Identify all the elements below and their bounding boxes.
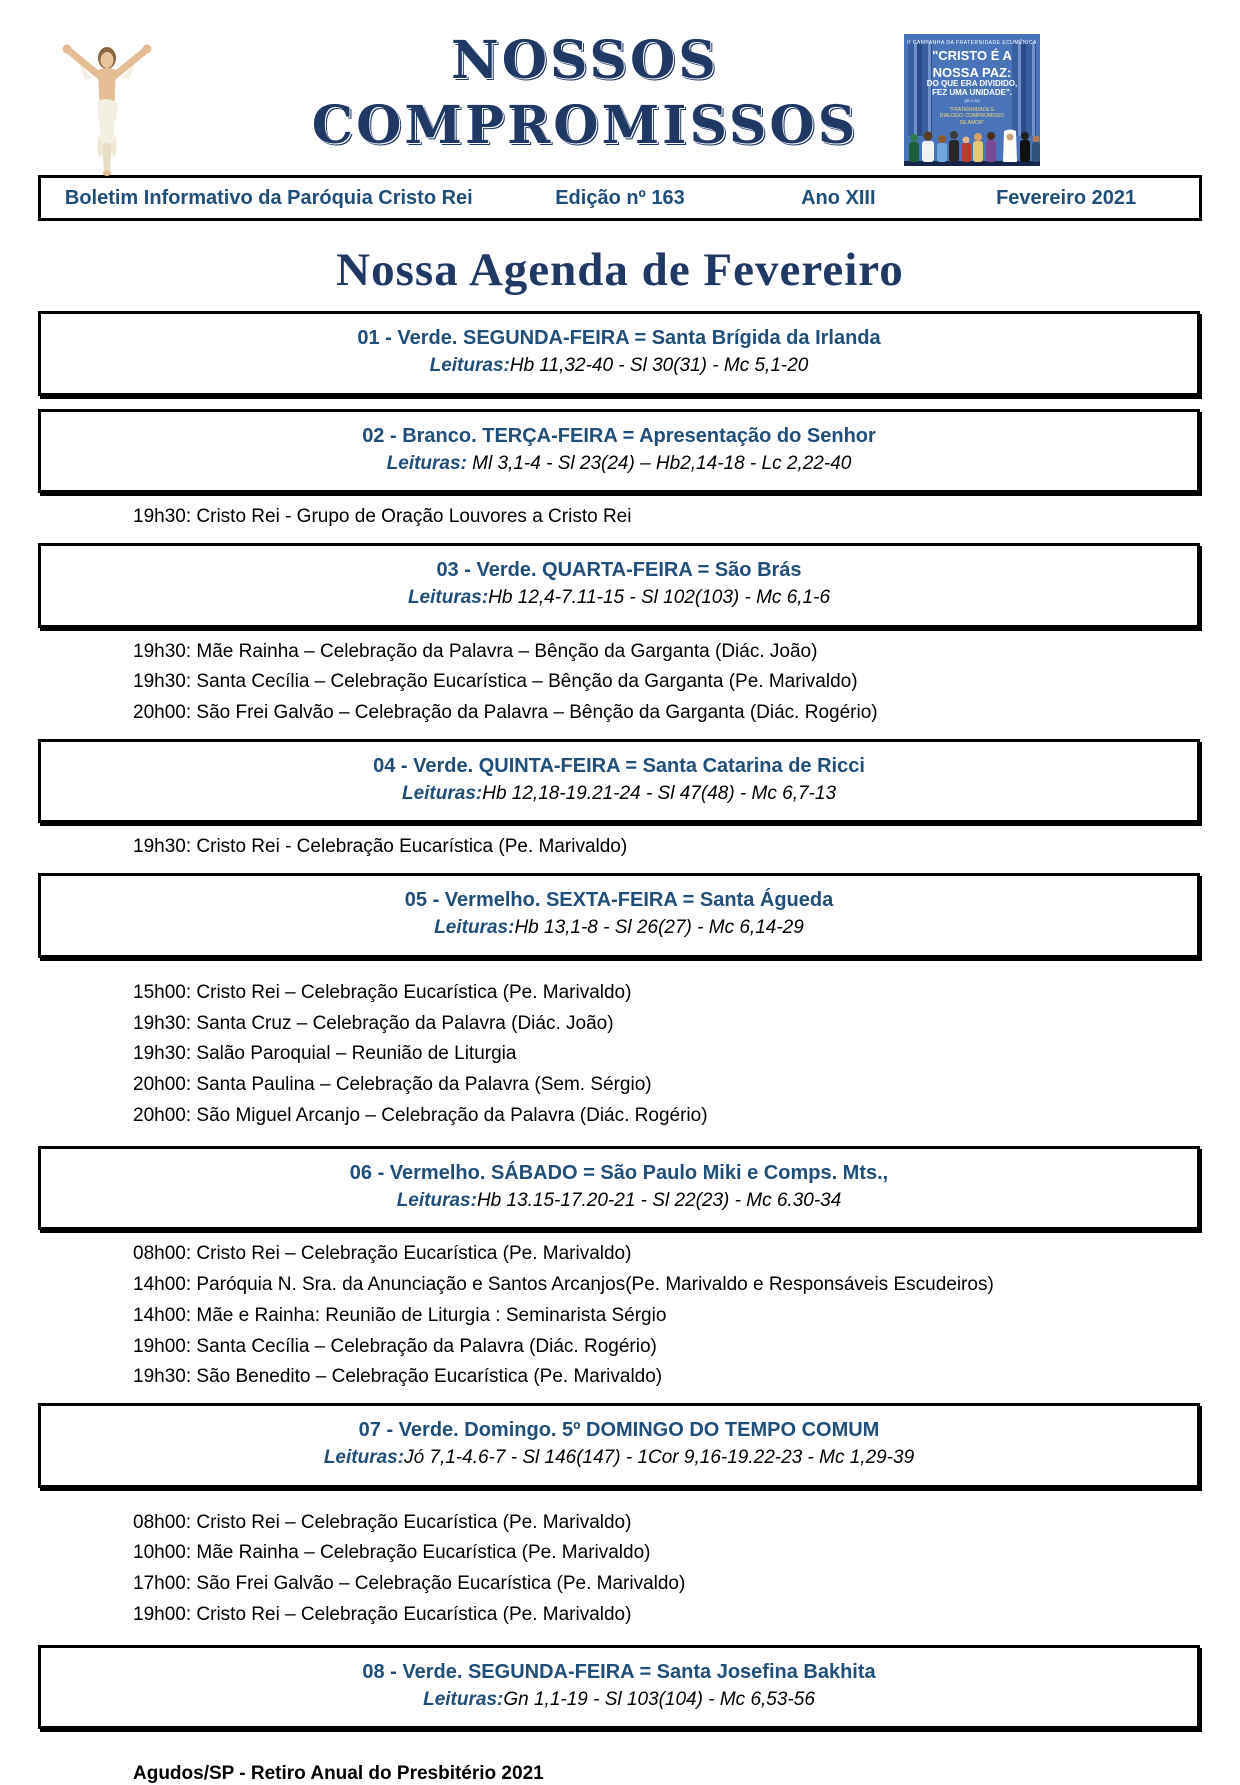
event-line: 14h00: Paróquia N. Sra. da Anunciação e Santos Arcanjos(Pe. Marivaldo e Responsáveis Escudeiros) xyxy=(133,1273,994,1295)
event-line: 19h30: Salão Paroquial – Reunião de Liturgia xyxy=(133,1043,517,1065)
readings-label: Leituras: xyxy=(396,1189,477,1211)
day-title: 07 - Verde. Domingo. 5º DOMINGO DO TEMPO COMUM xyxy=(358,1419,880,1442)
event-list-day-04 xyxy=(0,832,1240,863)
event-list-day-07 xyxy=(0,1508,1240,1631)
page-title: Nossa Agenda de Fevereiro xyxy=(336,244,904,296)
day-box-01 xyxy=(38,311,1200,396)
event-list-day-06 xyxy=(0,1239,1240,1393)
header xyxy=(0,0,1240,175)
readings-text: Gn 1,1-19 - Sl 103(104) - Mc 6,53-56 xyxy=(503,1688,815,1710)
event-line: 20h00: São Miguel Arcanjo – Celebração da Palavra (Diác. Rogério) xyxy=(133,1104,708,1126)
event-line: 14h00: Mãe e Rainha: Reunião de Liturgia : Seminarista Sérgio xyxy=(133,1304,667,1326)
day-title: 06 - Vermelho. SÁBADO = São Paulo Miki e Comps. Mts., xyxy=(349,1161,889,1184)
event-line: 08h00: Cristo Rei – Celebração Eucarística (Pe. Marivaldo) xyxy=(133,1243,632,1265)
campaign-poster-image xyxy=(904,34,1040,166)
bulletin-info-bar xyxy=(38,175,1202,221)
readings-text: Ml 3,1-4 - Sl 23(24) – Hb2,14-18 - Lc 2,22-40 xyxy=(466,452,852,474)
readings-label: Leituras: xyxy=(429,355,510,376)
event-line: 08h00: Cristo Rei – Celebração Eucarística (Pe. Marivaldo) xyxy=(133,1511,632,1533)
bulletin-edition: Edição nº 163 xyxy=(555,186,685,209)
day-readings xyxy=(47,781,1191,808)
masthead-line2: COMPROMISSOS xyxy=(311,95,859,156)
day-title: 05 - Vermelho. SEXTA-FEIRA = Santa Águeda xyxy=(404,889,834,912)
poster-people-illustration xyxy=(904,128,1040,162)
poster-quote-2: NOSSA PAZ: xyxy=(932,64,1012,80)
bulletin-year: Ano XIII xyxy=(801,186,876,209)
day-readings xyxy=(47,915,1191,942)
event-line: 17h00: São Frei Galvão – Celebração Eucarística (Pe. Marivaldo) xyxy=(133,1573,686,1595)
readings-label: Leituras: xyxy=(401,782,483,804)
event-line: 19h00: Santa Cecília – Celebração da Palavra (Diác. Rogério) xyxy=(133,1335,657,1357)
event-line: 19h00: Cristo Rei – Celebração Eucarística (Pe. Marivaldo) xyxy=(133,1603,632,1625)
masthead-title xyxy=(170,28,1000,158)
poster-campaign-line: II CAMPANHA DA FRATERNIDADE ECUMÊNICA xyxy=(907,40,1037,46)
event-line: 19h30: Mãe Rainha – Celebração da Palavra – Bênção da Garganta (Diác. João) xyxy=(133,640,818,662)
event-line: 19h30: Cristo Rei - Celebração Eucarística (Pe. Marivaldo) xyxy=(133,836,628,858)
bulletin-month: Fevereiro 2021 xyxy=(996,186,1137,209)
day-title: 01 - Verde. SEGUNDA-FEIRA = Santa Brígida da Irlanda xyxy=(357,327,881,349)
day-readings xyxy=(47,1687,1191,1714)
day-readings xyxy=(47,1445,1191,1472)
day-title: 02 - Branco. TERÇA-FEIRA = Apresentação do Senhor xyxy=(362,424,876,447)
event-line: 19h30: Santa Cecília – Celebração Eucarística – Bênção da Garganta (Pe. Marivaldo) xyxy=(133,671,858,693)
readings-text: Jó 7,1-4.6-7 - Sl 146(147) - 1Cor 9,16-19.22-23 - Mc 1,29-39 xyxy=(404,1447,915,1469)
poster-quote-3: DO QUE ERA DIVIDIDO, xyxy=(926,79,1018,89)
event-line: 20h00: São Frei Galvão – Celebração da Palavra – Bênção da Garganta (Diác. Rogério) xyxy=(133,702,878,724)
day-box-02 xyxy=(38,409,1200,494)
day-box-03 xyxy=(38,543,1200,628)
poster-quote-1: "CRISTO É A xyxy=(932,48,1012,63)
footer-note: Agudos/SP - Retiro Anual do Presbitério 2021 xyxy=(133,1763,544,1785)
readings-label: Leituras: xyxy=(423,1688,504,1710)
poster-quote-4: FEZ UMA UNIDADE". xyxy=(932,88,1012,98)
poster-text xyxy=(904,40,1040,126)
event-list-day-02 xyxy=(0,502,1240,533)
event-list-day-03 xyxy=(0,637,1240,729)
risen-christ-statue-image xyxy=(52,40,162,180)
event-line: 19h30: Cristo Rei - Grupo de Oração Louvores a Cristo Rei xyxy=(133,506,632,528)
poster-motto-2: DIÁLOGO: COMPROMISSO xyxy=(939,113,1005,120)
event-line: 19h30: Santa Cruz – Celebração da Palavra (Diác. João) xyxy=(133,1012,614,1034)
readings-text: Hb 11,32-40 - Sl 30(31) - Mc 5,1-20 xyxy=(509,355,809,376)
masthead-line1: NOSSOS xyxy=(451,30,719,91)
event-line: 10h00: Mãe Rainha – Celebração Eucarística (Pe. Marivaldo) xyxy=(133,1542,651,1564)
poster-motto-1: "FRATERNIDADE E xyxy=(949,106,995,113)
readings-text: Hb 13.15-17.20-21 - Sl 22(23) - Mc 6.30-34 xyxy=(476,1189,842,1211)
readings-text: Hb 13,1-8 - Sl 26(27) - Mc 6,14-29 xyxy=(514,917,804,939)
poster-quote-ref: (Ef 2,14) xyxy=(964,97,980,103)
day-title: 03 - Verde. QUARTA-FEIRA = São Brás xyxy=(436,558,802,581)
event-line: 15h00: Cristo Rei – Celebração Eucarística (Pe. Marivaldo) xyxy=(133,981,632,1003)
day-readings xyxy=(47,353,1191,380)
day-box-08 xyxy=(38,1645,1200,1730)
day-readings xyxy=(47,1188,1191,1215)
event-line: 19h30: São Benedito – Celebração Eucarística (Pe. Marivaldo) xyxy=(133,1366,663,1388)
day-readings xyxy=(47,585,1191,612)
event-list-day-05 xyxy=(0,978,1240,1132)
event-line: 20h00: Santa Paulina – Celebração da Palavra (Sem. Sérgio) xyxy=(133,1074,652,1096)
day-box-05 xyxy=(38,873,1200,958)
day-readings xyxy=(47,451,1191,478)
readings-label: Leituras: xyxy=(386,452,467,474)
day-title: 08 - Verde. SEGUNDA-FEIRA = Santa Josefina Bakhita xyxy=(362,1660,876,1683)
readings-label: Leituras: xyxy=(407,586,489,608)
bulletin-name: Boletim Informativo da Paróquia Cristo Rei xyxy=(64,186,473,209)
day-title: 04 - Verde. QUINTA-FEIRA = Santa Catarina de Ricci xyxy=(373,754,865,777)
readings-text: Hb 12,18-19.21-24 - Sl 47(48) - Mc 6,7-13 xyxy=(482,782,837,804)
readings-label: Leituras: xyxy=(323,1447,405,1469)
readings-label: Leituras: xyxy=(434,917,515,939)
poster-motto xyxy=(904,107,1040,127)
day-box-06 xyxy=(38,1146,1200,1231)
day-box-04 xyxy=(38,739,1200,824)
poster-motto-3: DE AMOR" xyxy=(959,119,985,126)
day-box-07 xyxy=(38,1403,1200,1488)
readings-text: Hb 12,4-7.11-15 - Sl 102(103) - Mc 6,1-6 xyxy=(488,586,831,608)
